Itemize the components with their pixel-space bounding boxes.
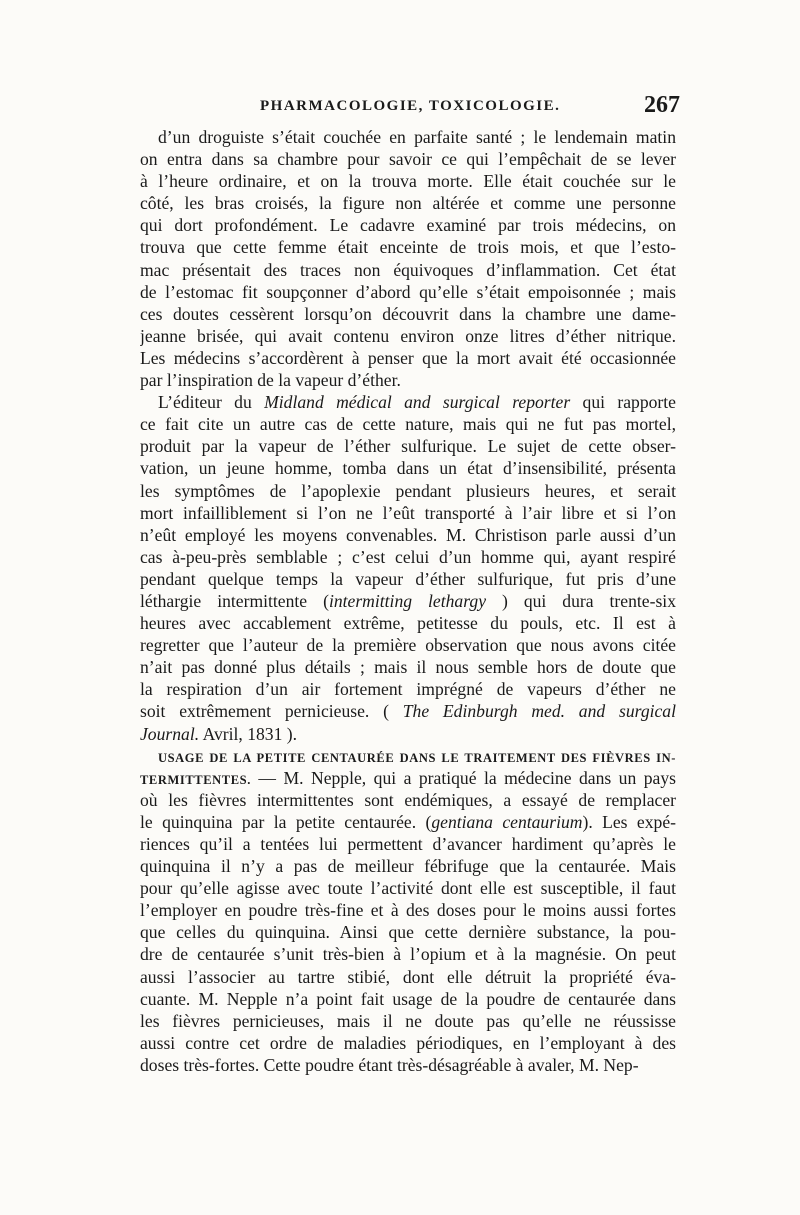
- text-line: [140, 369, 676, 391]
- small-caps-heading: TERMITTENTES.: [140, 772, 251, 787]
- text-line: [140, 700, 676, 722]
- text-segment: de l’estomac fit soupçonner d’abord qu’elle s’était empoisonnée ; mais: [140, 281, 676, 302]
- italic-segment: intermitting lethargy: [328, 590, 486, 611]
- text-segment: qui dort profondément. Le cadavre examiné par trois médecins, on: [140, 215, 676, 236]
- text-line: [140, 966, 676, 988]
- paragraph: [140, 126, 676, 391]
- text-segment: trouva que cette femme était enceinte de trois mois, et que l’esto-: [140, 237, 676, 258]
- text-segment: léthargie intermittente (: [140, 590, 329, 611]
- text-segment: côté, les bras croisés, la figure non altérée et comme une personne: [140, 193, 676, 214]
- text-segment: doses très-fortes. Cette poudre étant très-désagréable à avaler, M. Nep-: [140, 1054, 639, 1075]
- text-line: [140, 457, 676, 479]
- text-segment: pour qu’elle agisse avec toute l’activité dont elle est susceptible, il faut: [140, 878, 676, 899]
- text-line: [140, 988, 676, 1010]
- text-line: [140, 767, 676, 789]
- text-line: [140, 148, 676, 170]
- text-line: [140, 259, 676, 281]
- text-line: [140, 413, 676, 435]
- running-head: [140, 92, 680, 126]
- text-line: [140, 833, 676, 855]
- text-line: [140, 281, 676, 303]
- text-line: [140, 877, 676, 899]
- text-segment: produit par la vapeur de l’éther sulfurique. Le sujet de cette obser-: [140, 436, 676, 457]
- text-segment: que celles du quinquina. Ainsi que cette dernière substance, la pou-: [140, 922, 676, 943]
- paragraph: [140, 391, 676, 745]
- text-segment: heures avec accablement extrême, petitesse du pouls, etc. Il est à: [140, 613, 676, 634]
- text-segment: vation, un jeune homme, tomba dans un état d’insensibilité, présenta: [140, 458, 676, 479]
- text-line: [140, 899, 676, 921]
- text-segment: l’employer en poudre très-fine et à des doses pour le moins aussi fortes: [140, 900, 676, 921]
- text-segment: la respiration d’un air fortement imprégné de vapeurs d’éther ne: [140, 679, 676, 700]
- text-line: [140, 214, 676, 236]
- paragraph: [140, 745, 676, 1076]
- text-segment: on entra dans sa chambre pour savoir ce qui l’empêchait de se lever: [140, 149, 676, 170]
- text-segment: riences qu’il a tentées lui permettent d’avancer hardiment qu’après le: [140, 834, 676, 854]
- text-line: [140, 656, 676, 678]
- text-line: [140, 1054, 676, 1076]
- text-segment: d’un droguiste s’était couchée en parfaite santé ; le lendemain matin: [158, 127, 676, 147]
- text-line: [140, 1032, 676, 1054]
- text-line: [140, 325, 676, 347]
- text-segment: le quinquina par la petite centaurée. (: [140, 811, 432, 832]
- text-segment: n’eût employé les moyens convenables. M. Christison parle aussi d’un: [140, 524, 676, 545]
- text-line: [140, 723, 676, 745]
- text-segment: regretter que l’auteur de la première observation que nous avons citée: [140, 635, 676, 656]
- text-line: [140, 347, 676, 369]
- text-segment: quinquina il n’y a pas de meilleur fébrifuge que la centaurée. Mais: [140, 856, 676, 877]
- text-segment: L’éditeur du: [158, 392, 265, 413]
- text-line: [140, 634, 676, 656]
- text-segment: mort infailliblement si l’on ne l’eût transporté à l’air libre et si l’on: [140, 502, 676, 523]
- text-segment: ). Les expé-: [582, 811, 676, 832]
- text-segment: soit extrêmement pernicieuse. (: [140, 701, 403, 722]
- text-line: [140, 524, 676, 546]
- text-segment: aussi l’associer au tartre stibié, dont elle détruit la propriété éva-: [140, 966, 676, 987]
- text-line: [140, 480, 676, 502]
- text-line: [140, 612, 676, 634]
- text-line: [140, 855, 676, 877]
- page-number: 267: [644, 92, 680, 118]
- text-segment: mac présentait des traces non équivoques d’inflammation. Cet état: [140, 259, 676, 280]
- text-segment: ) qui dura trente-six: [486, 590, 676, 611]
- text-segment: par l’inspiration de la vapeur d’éther.: [140, 370, 401, 391]
- text-line: [140, 435, 676, 457]
- text-line: [140, 590, 676, 612]
- text-line: [140, 236, 676, 258]
- text-line: [140, 502, 676, 524]
- italic-segment: The Edinburgh med. and surgical: [402, 701, 676, 722]
- text-line: [140, 789, 676, 811]
- body-text: [140, 126, 676, 1076]
- running-title: PHARMACOLOGIE, TOXICOLOGIE.: [260, 98, 561, 114]
- text-segment: les symptômes de l’apoplexie pendant plusieurs heures, et serait: [140, 480, 676, 501]
- italic-segment: Midland médical and surgical reporter: [264, 392, 571, 413]
- text-line: [140, 170, 676, 192]
- text-segment: ces doutes cessèrent lorsqu’on découvrit dans la chambre une dame-: [140, 303, 676, 324]
- text-line: [140, 303, 676, 325]
- text-segment: n’ait pas donné plus détails ; mais il nous semble hors de doute que: [140, 657, 676, 678]
- text-segment: dre de centaurée s’unit très-bien à l’opium et à la magnésie. On peut: [140, 944, 676, 965]
- text-segment: à l’heure ordinaire, et on la trouva morte. Elle était couchée sur le: [140, 171, 676, 192]
- text-segment: les fièvres pernicieuses, mais il ne doute pas qu’elle ne réussisse: [140, 1010, 676, 1031]
- text-line: [140, 745, 676, 767]
- text-line: [140, 568, 676, 590]
- italic-segment: gentiana centaurium: [431, 811, 583, 832]
- text-line: [140, 546, 676, 568]
- text-line: [140, 192, 676, 214]
- text-segment: cuante. M. Nepple n’a point fait usage de la poudre de centaurée dans: [140, 988, 676, 1009]
- text-segment: Les médecins s’accordèrent à penser que la mort avait été occasionnée: [140, 347, 676, 368]
- text-line: [140, 391, 676, 413]
- text-line: [140, 678, 676, 700]
- italic-segment: Journal.: [140, 723, 200, 744]
- text-line: [140, 1010, 676, 1032]
- text-line: [140, 943, 676, 965]
- text-segment: ce fait cite un autre cas de cette nature, mais qui ne fut pas mortel,: [140, 414, 676, 435]
- text-segment: où les fièvres intermittentes sont endémiques, a essayé de remplacer: [140, 789, 676, 810]
- text-segment: cas à-peu-près semblable ; c’est celui d’un homme qui, ayant respiré: [140, 546, 676, 567]
- text-line: [140, 921, 676, 943]
- text-segment: Avril, 1831 ).: [199, 723, 298, 744]
- text-line: [140, 811, 676, 833]
- text-segment: aussi contre cet ordre de maladies périodiques, en l’employant à des: [140, 1032, 676, 1053]
- text-segment: pendant quelque temps la vapeur d’éther sulfurique, fut pris d’une: [140, 568, 676, 589]
- small-caps-heading: USAGE DE LA PETITE CENTAURÉE DANS LE TRAITEMENT DES FIÈVRES IN-: [158, 750, 676, 765]
- text-segment: jeanne brisée, qui avait contenu environ onze litres d’éther nitrique.: [140, 325, 676, 346]
- text-line: [140, 126, 676, 148]
- text-segment: qui rapporte: [570, 392, 676, 413]
- text-segment: — M. Nepple, qui a pratiqué la médecine dans un pays: [250, 767, 676, 788]
